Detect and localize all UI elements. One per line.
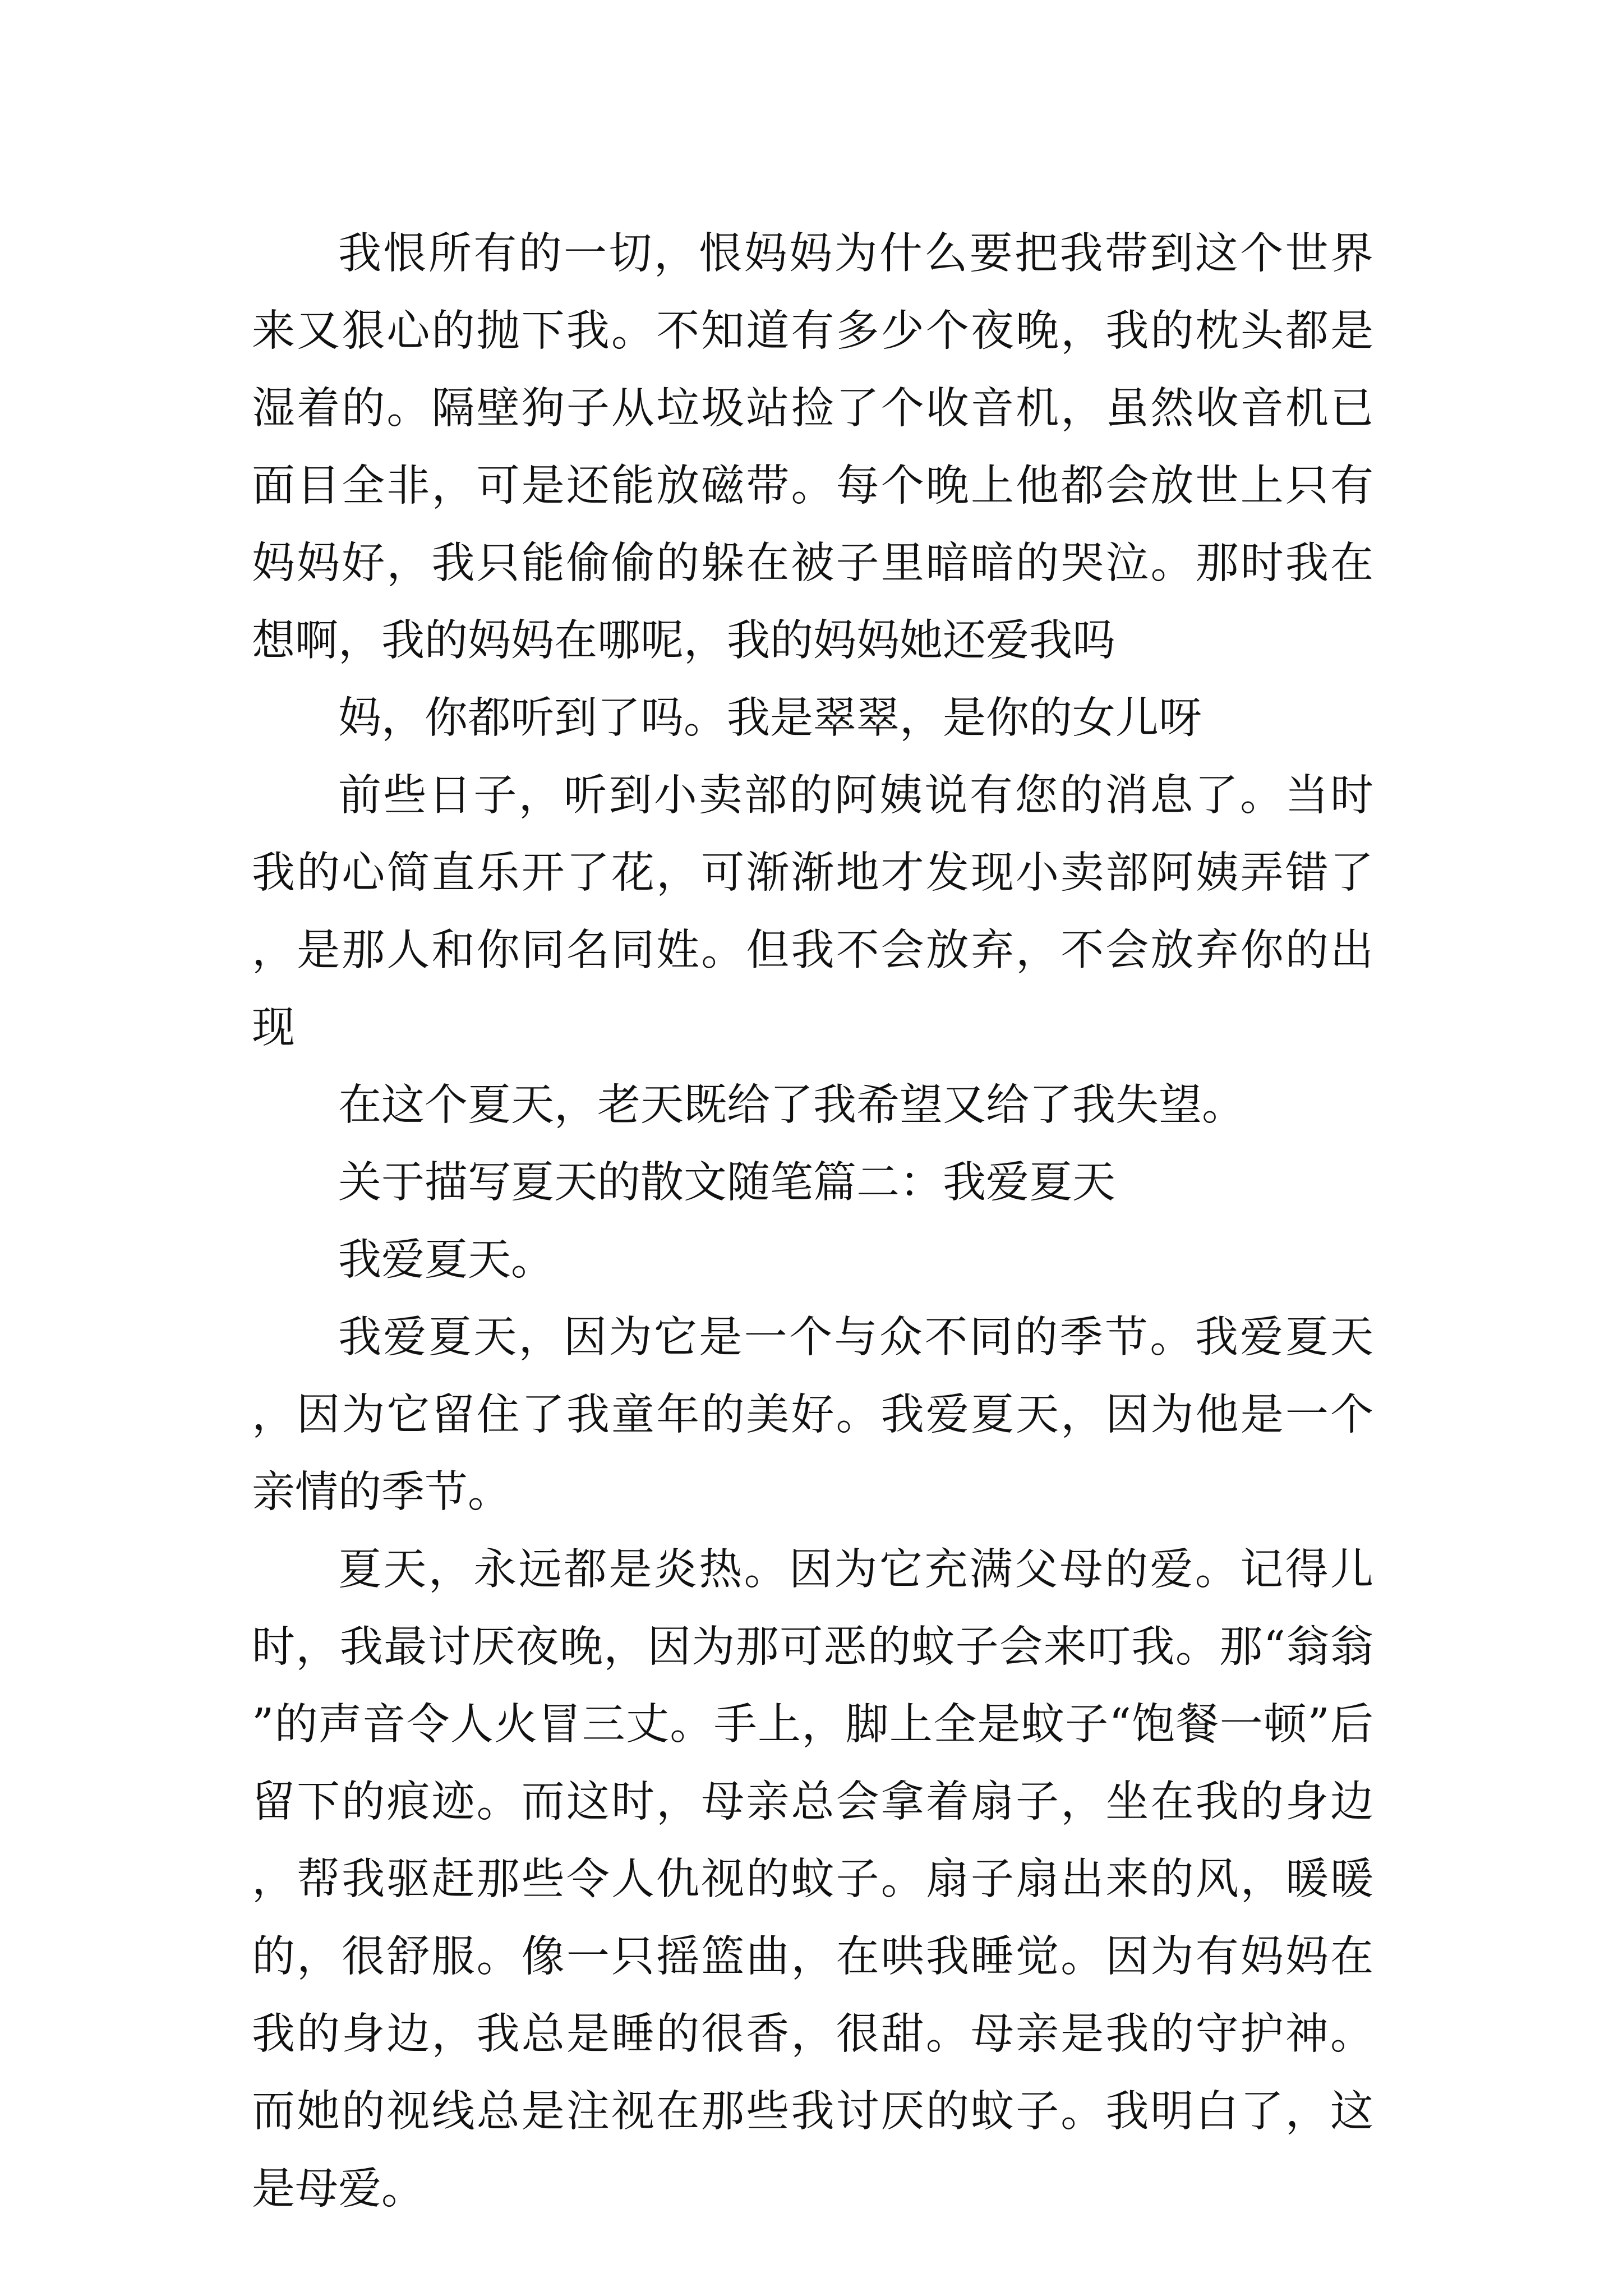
paragraph: 妈，你都听到了吗。我是翠翠，是你的女儿呀: [338, 693, 1202, 743]
paragraph: 夏天，永远都是炎热。因为它充满父母的爱。记得儿时，我最讨厌夜晚，因为那可恶的蚊子会来叮我。那“翁翁”的声音令人火冒三丈。手上，脚上全是蚊子“饱餐一顿”后留下的痕迹。而这时，母亲总会拿着扇子，坐在我的身边，帮我驱赶那些令人仇视的蚊子。扇子扇出来的风，暖暖的，很舒服。像一只摇篮曲，在哄我睡觉。因为有妈妈在我的身边，我总是睡的很香，很甜。母亲是我的守护神。而她的视线总是注视在那些我讨厌的蚊子。我明白了，这是母爱。: [252, 1545, 1373, 2214]
paragraph: 我爱夏天，因为它是一个与众不同的季节。我爱夏天，因为它留住了我童年的美好。我爱夏天，因为他是一个亲情的季节。: [252, 1313, 1373, 1517]
section-heading: 关于描写夏天的散文随笔篇二：我爱夏天: [338, 1158, 1115, 1208]
paragraph: 我恨所有的一切，恨妈妈为什么要把我带到这个世界来又狠心的抛下我。不知道有多少个夜晚，我的枕头都是湿着的。隔壁狗子从垃圾站捡了个收音机，虽然收音机已面目全非，可是还能放磁带。每个晚上他都会放世上只有妈妈好，我只能偷偷的躲在被子里暗暗的哭泣。那时我在想啊，我的妈妈在哪呢，我的妈妈她还爱我吗: [252, 229, 1373, 666]
paragraph: 在这个夏天，老天既给了我希望又给了我失望。: [338, 1080, 1245, 1130]
document-body: [252, 215, 1373, 2228]
paragraph: 我爱夏天。: [338, 1235, 554, 1285]
paragraph: 前些日子，听到小卖部的阿姨说有您的消息了。当时我的心简直乐开了花，可渐渐地才发现小卖部阿姨弄错了，是那人和你同名同姓。但我不会放弃，不会放弃你的出现: [252, 771, 1373, 1053]
